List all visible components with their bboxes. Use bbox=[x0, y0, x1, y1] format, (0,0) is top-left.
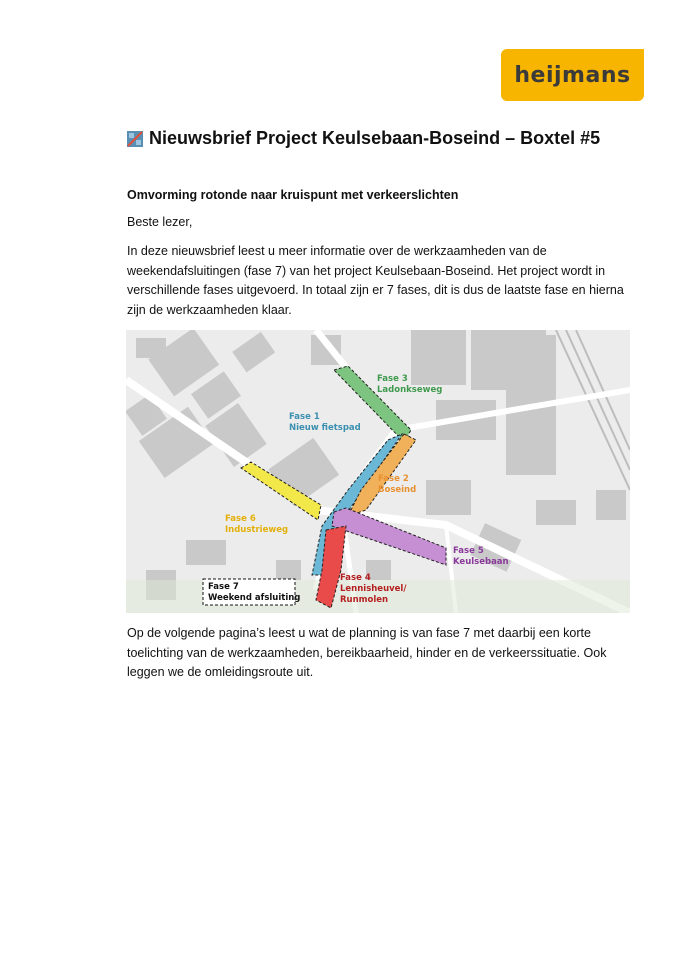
intro-paragraph: In deze nieuwsbrief leest u meer informatie over de werkzaamheden van de weekendafsluitingen (fase 7) van het project Keulsebaan-Boseind. Het project wordt in verschillende fases uitgevoerd. In totaal zijn er 7 fases, dit is dus de laatste fase en hierna zijn de werkzaamheden klaar. bbox=[127, 244, 624, 317]
railway bbox=[556, 330, 630, 490]
subtitle: Omvorming rotonde naar kruispunt met verkeerslichten bbox=[127, 188, 459, 202]
phase4-name-line2: Runmolen bbox=[340, 595, 389, 605]
map-icon bbox=[127, 131, 143, 147]
phase1-title: Fase 1 bbox=[289, 412, 320, 422]
logo-text: heijmans bbox=[514, 62, 631, 88]
page-title: Nieuwsbrief Project Keulsebaan-Boseind – Boxtel #5 bbox=[149, 128, 601, 148]
phase6-title: Fase 6 bbox=[225, 514, 256, 524]
phase7-name: Weekend afsluiting bbox=[208, 593, 301, 603]
heijmans-logo bbox=[501, 49, 644, 101]
phase4-title: Fase 4 bbox=[340, 573, 371, 583]
closing-paragraph: Op de volgende pagina’s leest u wat de planning is van fase 7 met daarbij een korte toelichting van de werkzaamheden, bereikbaarheid, hinder en de verkeerssituatie. Ook leggen we de omleidingsroute uit. bbox=[127, 626, 607, 679]
phase3-title: Fase 3 bbox=[377, 374, 408, 384]
phase5-title: Fase 5 bbox=[453, 546, 484, 556]
phase2-name: Boseind bbox=[378, 485, 417, 495]
title-row bbox=[127, 128, 600, 149]
project-map bbox=[126, 330, 630, 613]
phase2-title: Fase 2 bbox=[378, 474, 409, 484]
phase5-name: Keulsebaan bbox=[453, 557, 509, 567]
phase7-title: Fase 7 bbox=[208, 582, 239, 592]
salutation: Beste lezer, bbox=[127, 215, 193, 229]
phase3-name: Ladonkseweg bbox=[377, 385, 443, 395]
phase1-name: Nieuw fietspad bbox=[289, 423, 361, 433]
phase6-name: Industrieweg bbox=[225, 525, 289, 535]
phase4-name-line1: Lennisheuvel/ bbox=[340, 584, 407, 594]
